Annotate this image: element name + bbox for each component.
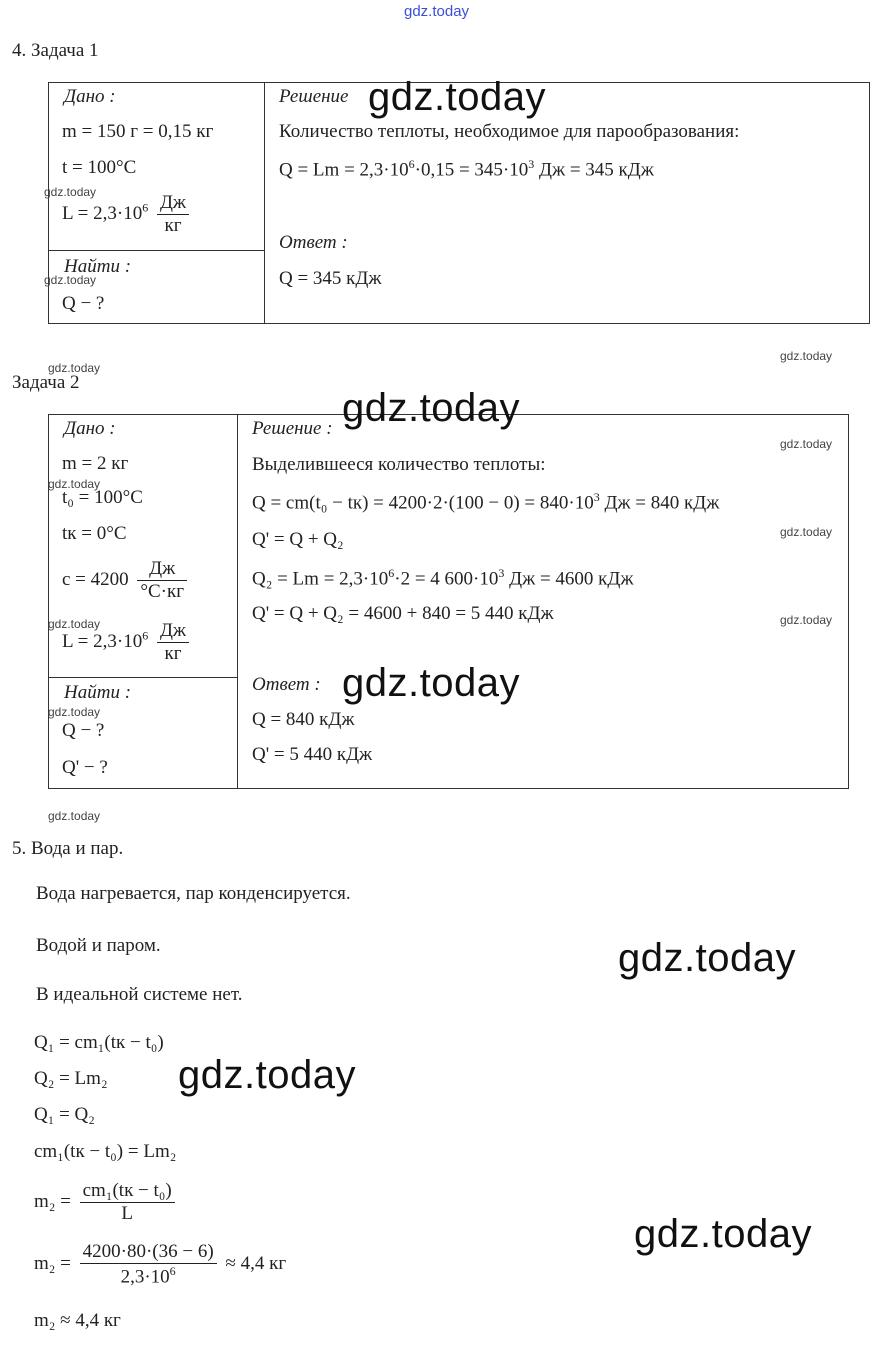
task2-formula-sum: Q' = Q + Q₂ = 4600 + 840 = 5 440 кДж xyxy=(252,603,554,624)
task5-paragraph: Вода нагревается, пар конденсируется. xyxy=(36,883,351,904)
watermark-big: gdz.today xyxy=(368,75,546,119)
task5-eq-q1: Q₁ = cm₁(tк − t₀) xyxy=(34,1032,164,1053)
task2-heading: Задача 2 xyxy=(12,372,80,393)
watermark-small: gdz.today xyxy=(48,361,101,375)
task2-formula-q-prime: Q' = Q + Q₂ xyxy=(252,529,344,550)
watermark-small: gdz.today xyxy=(780,437,833,451)
task2-divider-v xyxy=(237,414,238,788)
watermark-big: gdz.today xyxy=(618,936,796,980)
watermark-big: gdz.today xyxy=(634,1212,812,1256)
task2-solution-label: Решение : xyxy=(252,418,333,439)
watermark-small: gdz.today xyxy=(48,705,101,719)
task2-answer-q: Q = 840 кДж xyxy=(252,709,355,730)
task4-find-label: Найти : xyxy=(64,256,132,277)
task2-given-t0: t₀ = 100°C xyxy=(62,487,143,508)
task2-given-label: Дано : xyxy=(64,418,116,439)
watermark-big: gdz.today xyxy=(178,1053,356,1097)
watermark-small: gdz.today xyxy=(780,349,833,363)
task4-solution-text: Количество теплоты, необходимое для парообразования: xyxy=(279,121,740,142)
task5-eq-result: m₂ ≈ 4,4 кг xyxy=(34,1310,121,1331)
task5-eq-m2-formula: m₂ = $\frac{\text{cm₁(tк − t₀)}}{L}$ xyxy=(34,1180,179,1225)
task2-given-mass: m = 2 кг xyxy=(62,453,129,474)
task4-divider-v xyxy=(264,82,265,323)
task5-heading: 5. Вода и пар. xyxy=(12,838,124,859)
task4-answer: Q = 345 кДж xyxy=(279,268,382,289)
task5-eq-m2-numeric: m₂ = $\frac{4200\cdot 80\cdot(36 - 6)}{2,3\cdot 10^6}$ ≈ 4,4 кг xyxy=(34,1241,287,1288)
task4-given-label: Дано : xyxy=(64,86,116,107)
watermark-small: gdz.today xyxy=(780,525,833,539)
watermark-top: gdz.today xyxy=(404,3,470,20)
task4-heading: 4. Задача 1 xyxy=(12,40,99,61)
task4-find: Q − ? xyxy=(62,293,105,314)
task2-divider-h xyxy=(48,677,237,678)
watermark-big: gdz.today xyxy=(342,661,520,705)
task2-find-label: Найти : xyxy=(64,682,132,703)
watermark-small: gdz.today xyxy=(44,273,97,287)
task4-divider-h xyxy=(48,250,264,251)
task4-answer-label: Ответ : xyxy=(279,232,348,253)
task4-given-L: $L = 2,3\cdot 10^6$ $\frac{Дж}{кг}$ xyxy=(62,192,193,237)
task4-formula: $Q = Lm = 2,3\cdot 10^6\cdot 0,15 = 345\cdot 10^3$ Дж = 345 кДж xyxy=(279,157,654,181)
task4-solution-label: Решение xyxy=(279,86,349,107)
watermark-small: gdz.today xyxy=(48,477,101,491)
task2-find-q-prime: Q' − ? xyxy=(62,757,108,778)
task5-paragraph: Водой и паром. xyxy=(36,935,161,956)
watermark-small: gdz.today xyxy=(48,617,101,631)
watermark-small: gdz.today xyxy=(44,185,97,199)
task2-given-c: c = 4200 $\frac{Дж}{^\circ C\cdot кг}$ xyxy=(62,558,191,603)
task4-given-temp: t = 100°C xyxy=(62,157,137,178)
task2-answer-label: Ответ : xyxy=(252,674,321,695)
task4-given-mass: m = 150 г = 0,15 кг xyxy=(62,121,214,142)
watermark-small: gdz.today xyxy=(780,613,833,627)
task5-paragraph: В идеальной системе нет. xyxy=(36,984,243,1005)
task2-formula-q2: $Q_2 = Lm = 2,3\cdot 10^6\cdot 2 = 4$ $600\cdot 10^3$ Дж = 4600 кДж xyxy=(252,566,634,590)
task2-given-tk: tк = 0°C xyxy=(62,523,127,544)
task2-answer-q-prime: Q' = 5 440 кДж xyxy=(252,744,373,765)
task2-formula-q: $Q = cm(t_0 - tк) = 4200\cdot 2\cdot(100 - 0) = 840\cdot 10^3$ Дж = 840 кДж xyxy=(252,490,720,514)
watermark-small: gdz.today xyxy=(48,809,101,823)
task5-eq-expanded: cm₁(tк − t₀) = Lm₂ xyxy=(34,1141,177,1162)
task5-eq-q2: Q₂ = Lm₂ xyxy=(34,1068,108,1089)
task2-given-L: $L = 2,3\cdot 10^6$ $\frac{Дж}{кг}$ xyxy=(62,620,193,665)
task2-find-q: Q − ? xyxy=(62,720,105,741)
task2-solution-text: Выделившееся количество теплоты: xyxy=(252,454,546,475)
task5-eq-balance: Q₁ = Q₂ xyxy=(34,1104,95,1125)
watermark-big: gdz.today xyxy=(342,386,520,430)
